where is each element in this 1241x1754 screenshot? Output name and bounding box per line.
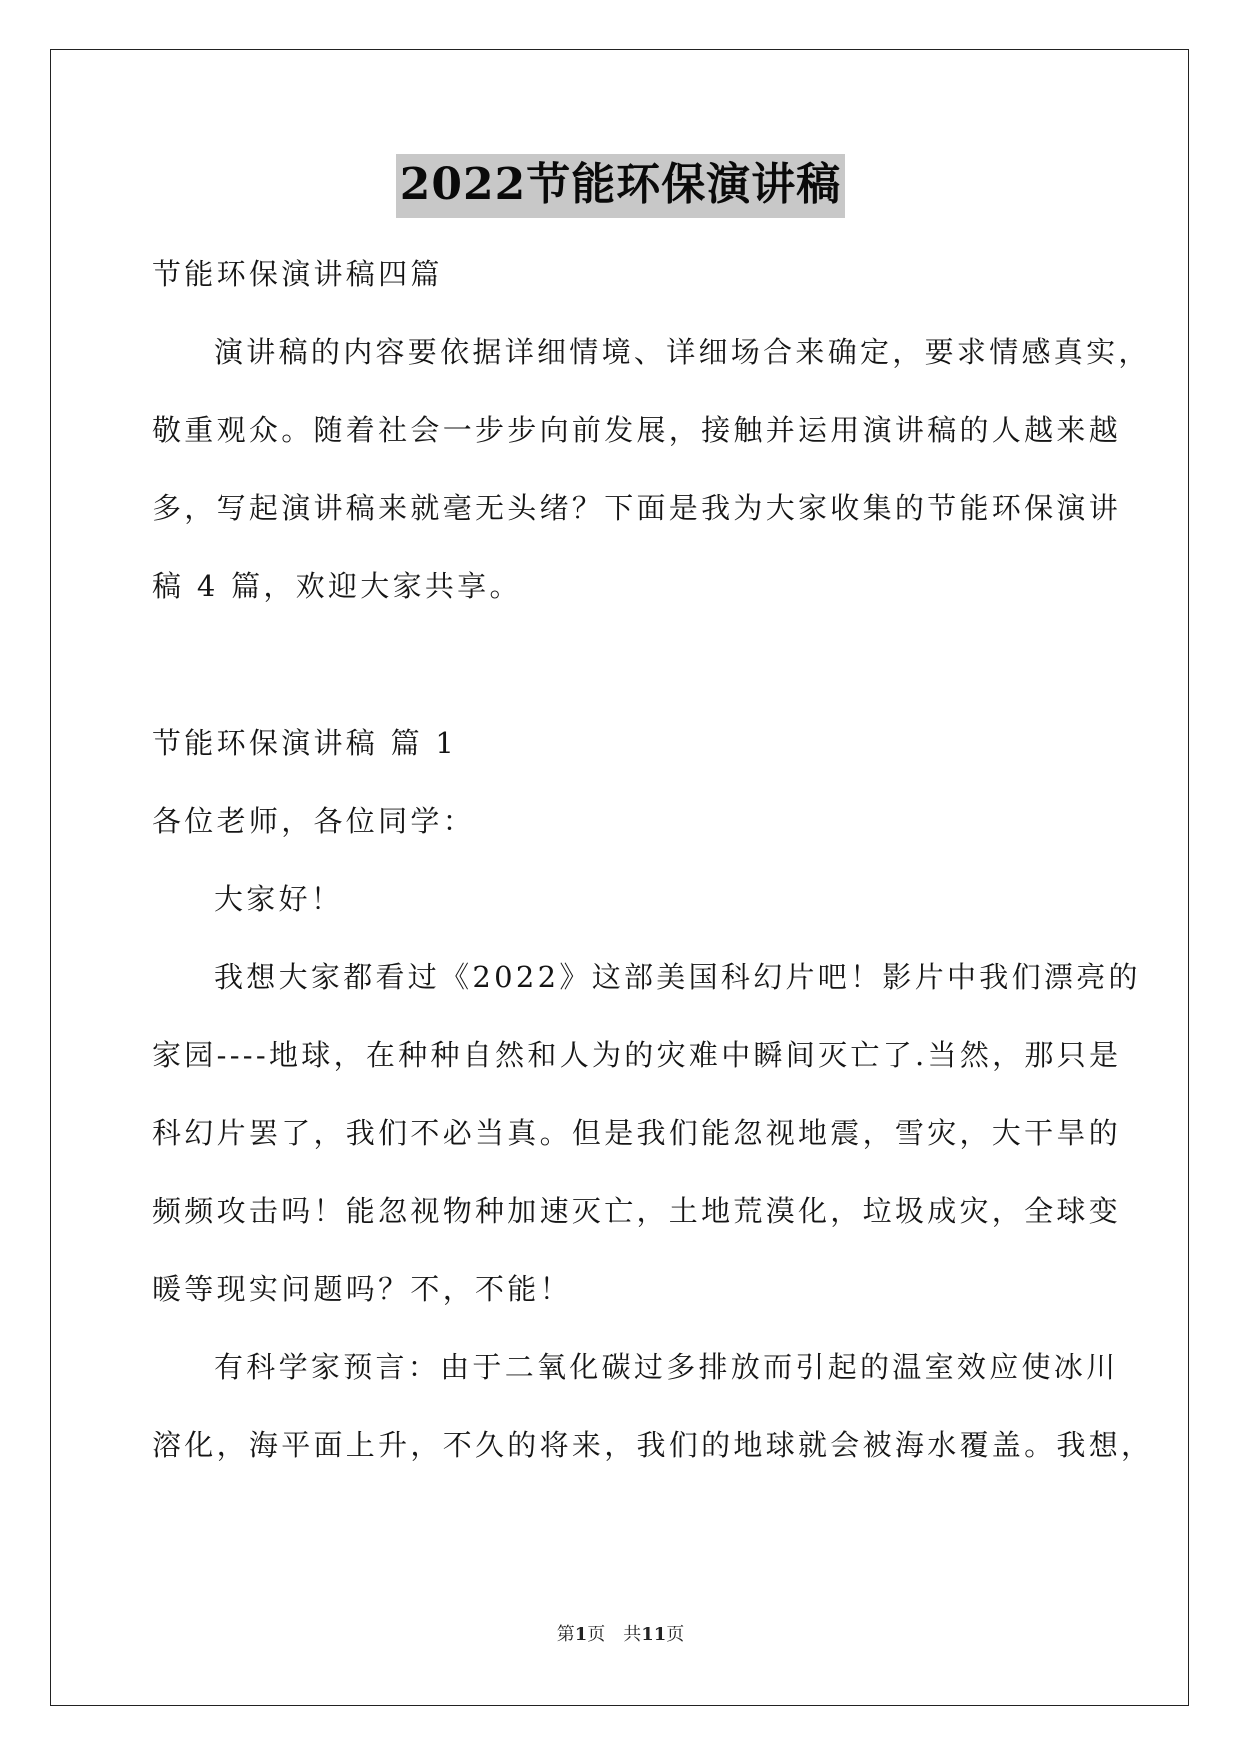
intro-paragraph-line: 演讲稿的内容要依据详细情境、详细场合来确定，要求情感真实， [214,335,1151,369]
body-paragraph-line: 家园----地球，在种种自然和人为的灾难中瞬间灭亡了.当然，那只是 [152,1038,1122,1072]
body-paragraph-line: 频频攻击吗！能忽视物种加速灭亡，土地荒漠化，垃圾成灾，全球变 [152,1194,1122,1228]
document-title: 2022节能环保演讲稿 [396,154,845,218]
greeting-line: 大家好！ [214,882,344,916]
body-paragraph-line: 有科学家预言：由于二氧化碳过多排放而引起的温室效应使冰川 [214,1350,1119,1384]
body-paragraph-line: 暖等现实问题吗？不，不能！ [152,1272,572,1306]
page-footer [0,1624,1241,1646]
body-paragraph-line: 科幻片罢了，我们不必当真。但是我们能忽视地震，雪灾，大干旱的 [152,1116,1122,1150]
intro-paragraph-line: 多，写起演讲稿来就毫无头绪？下面是我为大家收集的节能环保演讲 [152,491,1122,525]
body-paragraph-line: 溶化，海平面上升，不久的将来，我们的地球就会被海水覆盖。我想， [152,1428,1154,1462]
footer-page-current: 1 [574,1624,588,1645]
footer-page-suffix: 页 [666,1624,685,1645]
doc-subtitle-line: 节能环保演讲稿四篇 [152,257,443,291]
salutation-line: 各位老师，各位同学： [152,804,476,838]
footer-page-mid: 页 共 [587,1624,642,1645]
title-container [0,154,1241,218]
body-paragraph-line: 我想大家都看过《2022》这部美国科幻片吧！影片中我们漂亮的 [214,960,1141,994]
intro-paragraph-line: 稿 4 篇，欢迎大家共享。 [152,569,522,603]
footer-page-prefix: 第 [556,1624,575,1645]
intro-paragraph-line: 敬重观众。随着社会一步步向前发展，接触并运用演讲稿的人越来越 [152,413,1122,447]
footer-page-total: 11 [641,1624,667,1645]
section-heading: 节能环保演讲稿 篇 1 [152,726,458,760]
